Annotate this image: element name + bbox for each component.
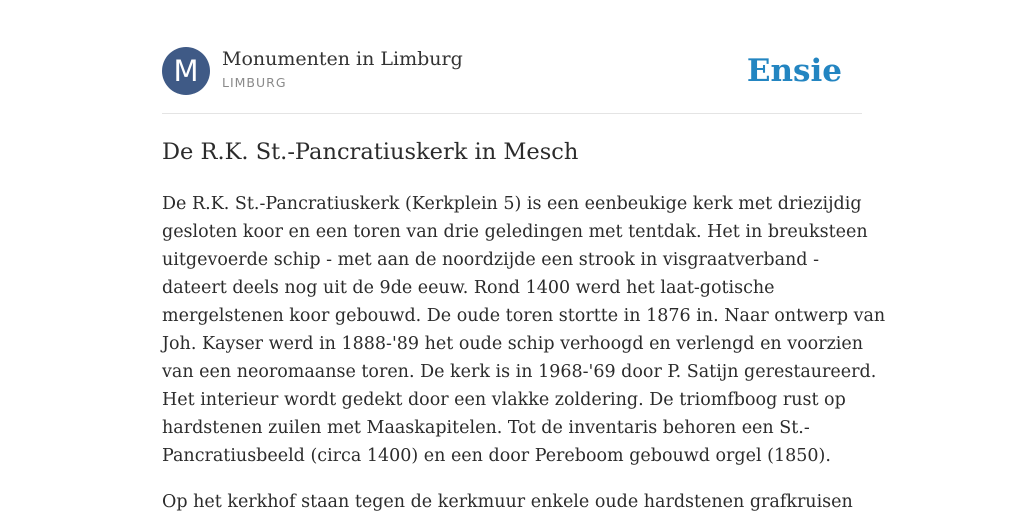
article-paragraph-1 (162, 190, 886, 470)
paragraph-line: hardstenen zuilen met Maaskapitelen. Tot de inventaris behoren een St.- (162, 418, 810, 438)
paragraph-line: van een neoromaanse toren. De kerk is in 1968-'69 door P. Satijn gerestaureerd. (162, 362, 877, 382)
avatar[interactable]: M (162, 47, 210, 95)
paragraph-line: Joh. Kayser werd in 1888-'89 het oude schip verhoogd en verlengd en voorzien (162, 334, 864, 354)
header-divider (162, 113, 862, 114)
brand-logo[interactable]: Ensie (746, 53, 842, 89)
paragraph-line: mergelstenen koor gebouwd. De oude toren stortte in 1876 in. Naar ontwerp van (162, 306, 886, 326)
article-title: De R.K. St.-Pancratiuskerk in Mesch (162, 139, 579, 165)
source-header (162, 47, 862, 95)
paragraph-line: uitgevoerde schip - met aan de noordzijde een strook in visgraatverband - (162, 250, 819, 270)
source-title[interactable]: Monumenten in Limburg (222, 48, 463, 70)
article-paragraph-2: Op het kerkhof staan tegen de kerkmuur enkele oude hardstenen grafkruisen (162, 492, 853, 512)
paragraph-line: dateert deels nog uit de 9de eeuw. Rond 1400 werd het laat-gotische (162, 278, 775, 298)
paragraph-line: Pancratiusbeeld (circa 1400) en een door Pereboom gebouwd orgel (1850). (162, 446, 831, 466)
paragraph-line: Het interieur wordt gedekt door een vlakke zoldering. De triomfboog rust op (162, 390, 846, 410)
paragraph-line: De R.K. St.-Pancratiuskerk (Kerkplein 5) is een eenbeukige kerk met driezijdig (162, 194, 862, 214)
paragraph-line: gesloten koor en een toren van drie geledingen met tentdak. Het in breuksteen (162, 222, 868, 242)
source-subtitle[interactable]: LIMBURG (222, 75, 287, 90)
